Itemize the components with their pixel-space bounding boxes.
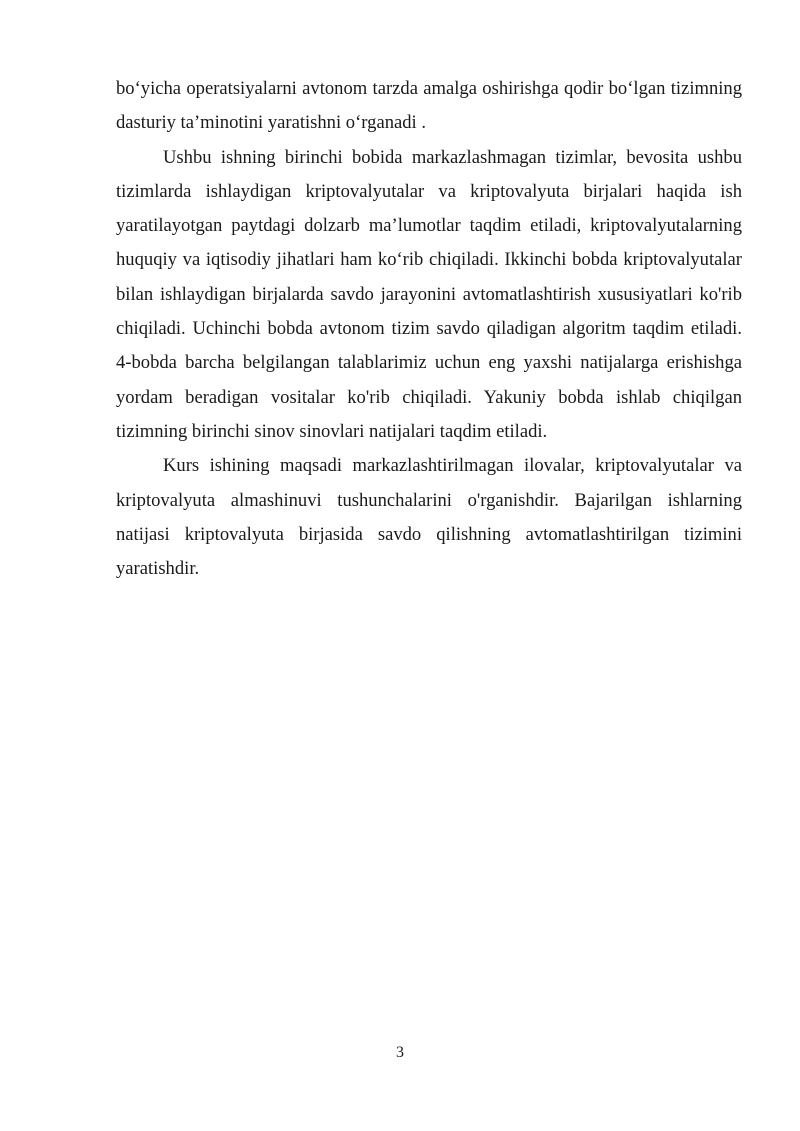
paragraph-chapters-overview: Ushbu ishning birinchi bobida markazlashmagan tizimlar, bevosita ushbu tizimlarda ishlaydigan kriptovalyutalar va kriptovalyuta birjalari haqida ish yaratilayotgan paytdagi dolzarb ma’lumotlar taqdim etiladi, kriptovalyutalarning huquqiy va iqtisodiy jihatlari ham ko‘rib chiqiladi. Ikkinchi bobda kriptovalyutalar bilan ishlaydigan birjalarda savdo jarayonini avtomatlashtirish xususiyatlari ko'rib chiqiladi. Uchinchi bobda avtonom tizim savdo qiladigan algoritm taqdim etiladi. 4-bobda barcha belgilangan talablarimiz uchun eng yaxshi natijalarga erishishga yordam beradigan vositalar ko'rib chiqiladi. Yakuniy bobda ishlab chiqilgan tizimning birinchi sinov sinovlari natijalari taqdim etiladi.: [116, 146, 742, 442]
paragraph-continuation: bo‘yicha operatsiyalarni avtonom tarzda amalga oshirishga qodir bo‘lgan tizimning dasturiy ta’minotini yaratishni o‘rganadi .: [116, 78, 742, 134]
page-number: 3: [396, 1044, 404, 1061]
paragraph-course-goal: Kurs ishining maqsadi markazlashtirilmagan ilovalar, kriptovalyutalar va kriptovalyuta almashinuvi tushunchalarini o'rganishdir. Bajarilgan ishlarning natijasi kriptovalyuta birjasida savdo qilishning avtomatlashtirilgan tizimini yaratishdir.: [116, 455, 742, 580]
body-text: [116, 72, 742, 586]
